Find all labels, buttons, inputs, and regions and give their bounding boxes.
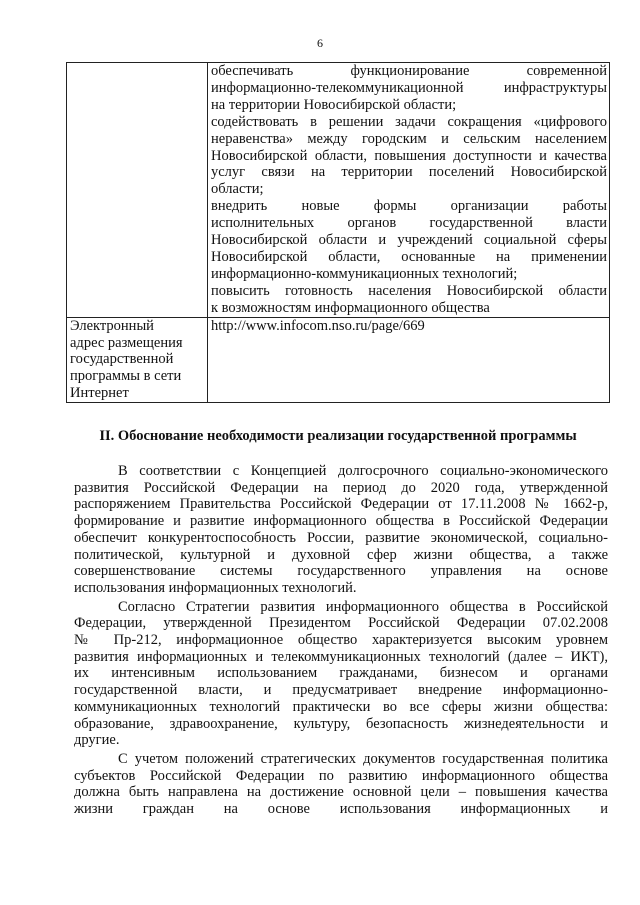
- text-line: http://www.infocom.nso.ru/page/669: [211, 317, 425, 334]
- program-passport-table: [66, 62, 610, 403]
- text-line: повысить готовность населения Новосибирской области: [211, 282, 607, 299]
- body-text: [74, 463, 608, 820]
- text-line: неравенства» между городским и сельским населением: [211, 130, 607, 147]
- text-line: развития Российской Федерации на период до 2020 года, утвержденной: [74, 479, 608, 496]
- text-line: информационно-коммуникационных технологий;: [211, 265, 518, 282]
- text-line: жизни граждан на основе использования информационных и: [74, 801, 608, 818]
- text-line: услуг связи на территории поселений Новосибирской: [211, 164, 607, 181]
- text-line: политической, культурной и духовной сфер жизни общества, а также: [74, 546, 608, 563]
- text-line: совершенствование системы государственного управления на основе: [74, 563, 608, 580]
- text-line: адрес размещения: [70, 334, 183, 351]
- paragraph: [74, 599, 608, 749]
- text-line: Федерации, утвержденной Президентом Российской Федерации 07.02.2008: [74, 615, 608, 632]
- text-line: Согласно Стратегии развития информационного общества в Российской: [118, 598, 608, 615]
- text-line: исполнительных органов государственной власти: [211, 215, 607, 232]
- text-line: Новосибирской области, основанные на применении: [211, 248, 607, 265]
- text-line: использования информационных технологий.: [74, 579, 357, 596]
- row-label-cell: [67, 63, 208, 318]
- text-line: Новосибирской области и учреждений социальной сферы: [211, 232, 607, 249]
- page-number: 6: [317, 36, 323, 50]
- text-line: должна быть направлена на достижение основной цели – повышения качества: [74, 784, 608, 801]
- text-line: содействовать в решении задачи сокращения «цифрового: [211, 113, 607, 130]
- text-line: области;: [211, 181, 264, 198]
- text-line: образование, здравоохранение, культуру, безопасность жизнедеятельности и: [74, 715, 608, 732]
- section-heading: II. Обоснование необходимости реализации государственной программы: [99, 428, 577, 444]
- text-line: их интенсивным использованием гражданами, бизнесом и органами: [74, 665, 608, 682]
- row-label-cell: [67, 317, 208, 403]
- text-line: коммуникационных технологий практически во все сферы жизни общества:: [74, 698, 608, 715]
- text-line: распоряжением Правительства Российской Федерации от 17.11.2008 № 1662-р,: [74, 496, 608, 513]
- text-line: формирование и развитие информационного общества в Российской Федерации: [74, 513, 608, 530]
- row-content-cell: [208, 63, 610, 318]
- text-line: Интернет: [70, 385, 129, 402]
- text-line: программы в сети: [70, 368, 182, 385]
- text-line: № Пр-212, информационное общество характеризуется высоким уровнем: [74, 632, 608, 649]
- text-line: на территории Новосибирской области;: [211, 96, 457, 113]
- text-line: государственной: [70, 351, 174, 368]
- paragraph: [74, 463, 608, 597]
- text-line: субъектов Российской Федерации по развитию информационного общества: [74, 767, 608, 784]
- text-line: В соответствии с Концепцией долгосрочного социально-экономического: [118, 463, 608, 479]
- row-content-cell: [208, 317, 610, 403]
- text-line: обеспечивать функционирование современной: [211, 63, 607, 79]
- table-row: [67, 63, 610, 318]
- text-line: обеспечит конкурентоспособность России, развитие экономической, социально-: [74, 529, 608, 546]
- text-line: к возможностям информационного общества: [211, 299, 490, 316]
- text-line: Новосибирской области, повышения доступности и качества: [211, 147, 607, 164]
- text-line: государственной власти, и предусматривает внедрение информационно-: [74, 682, 608, 699]
- text-line: внедрить новые формы организации работы: [211, 198, 607, 215]
- paragraph: [74, 751, 608, 818]
- text-line: развития информационных и телекоммуникационных технологий (далее – ИКТ),: [74, 648, 608, 665]
- text-line: Электронный: [70, 317, 154, 334]
- text-line: другие.: [74, 732, 120, 749]
- table-row: [67, 317, 610, 403]
- text-line: информационно-телекоммуникационной инфраструктуры: [211, 79, 607, 96]
- text-line: С учетом положений стратегических документов государственная политика: [118, 750, 608, 767]
